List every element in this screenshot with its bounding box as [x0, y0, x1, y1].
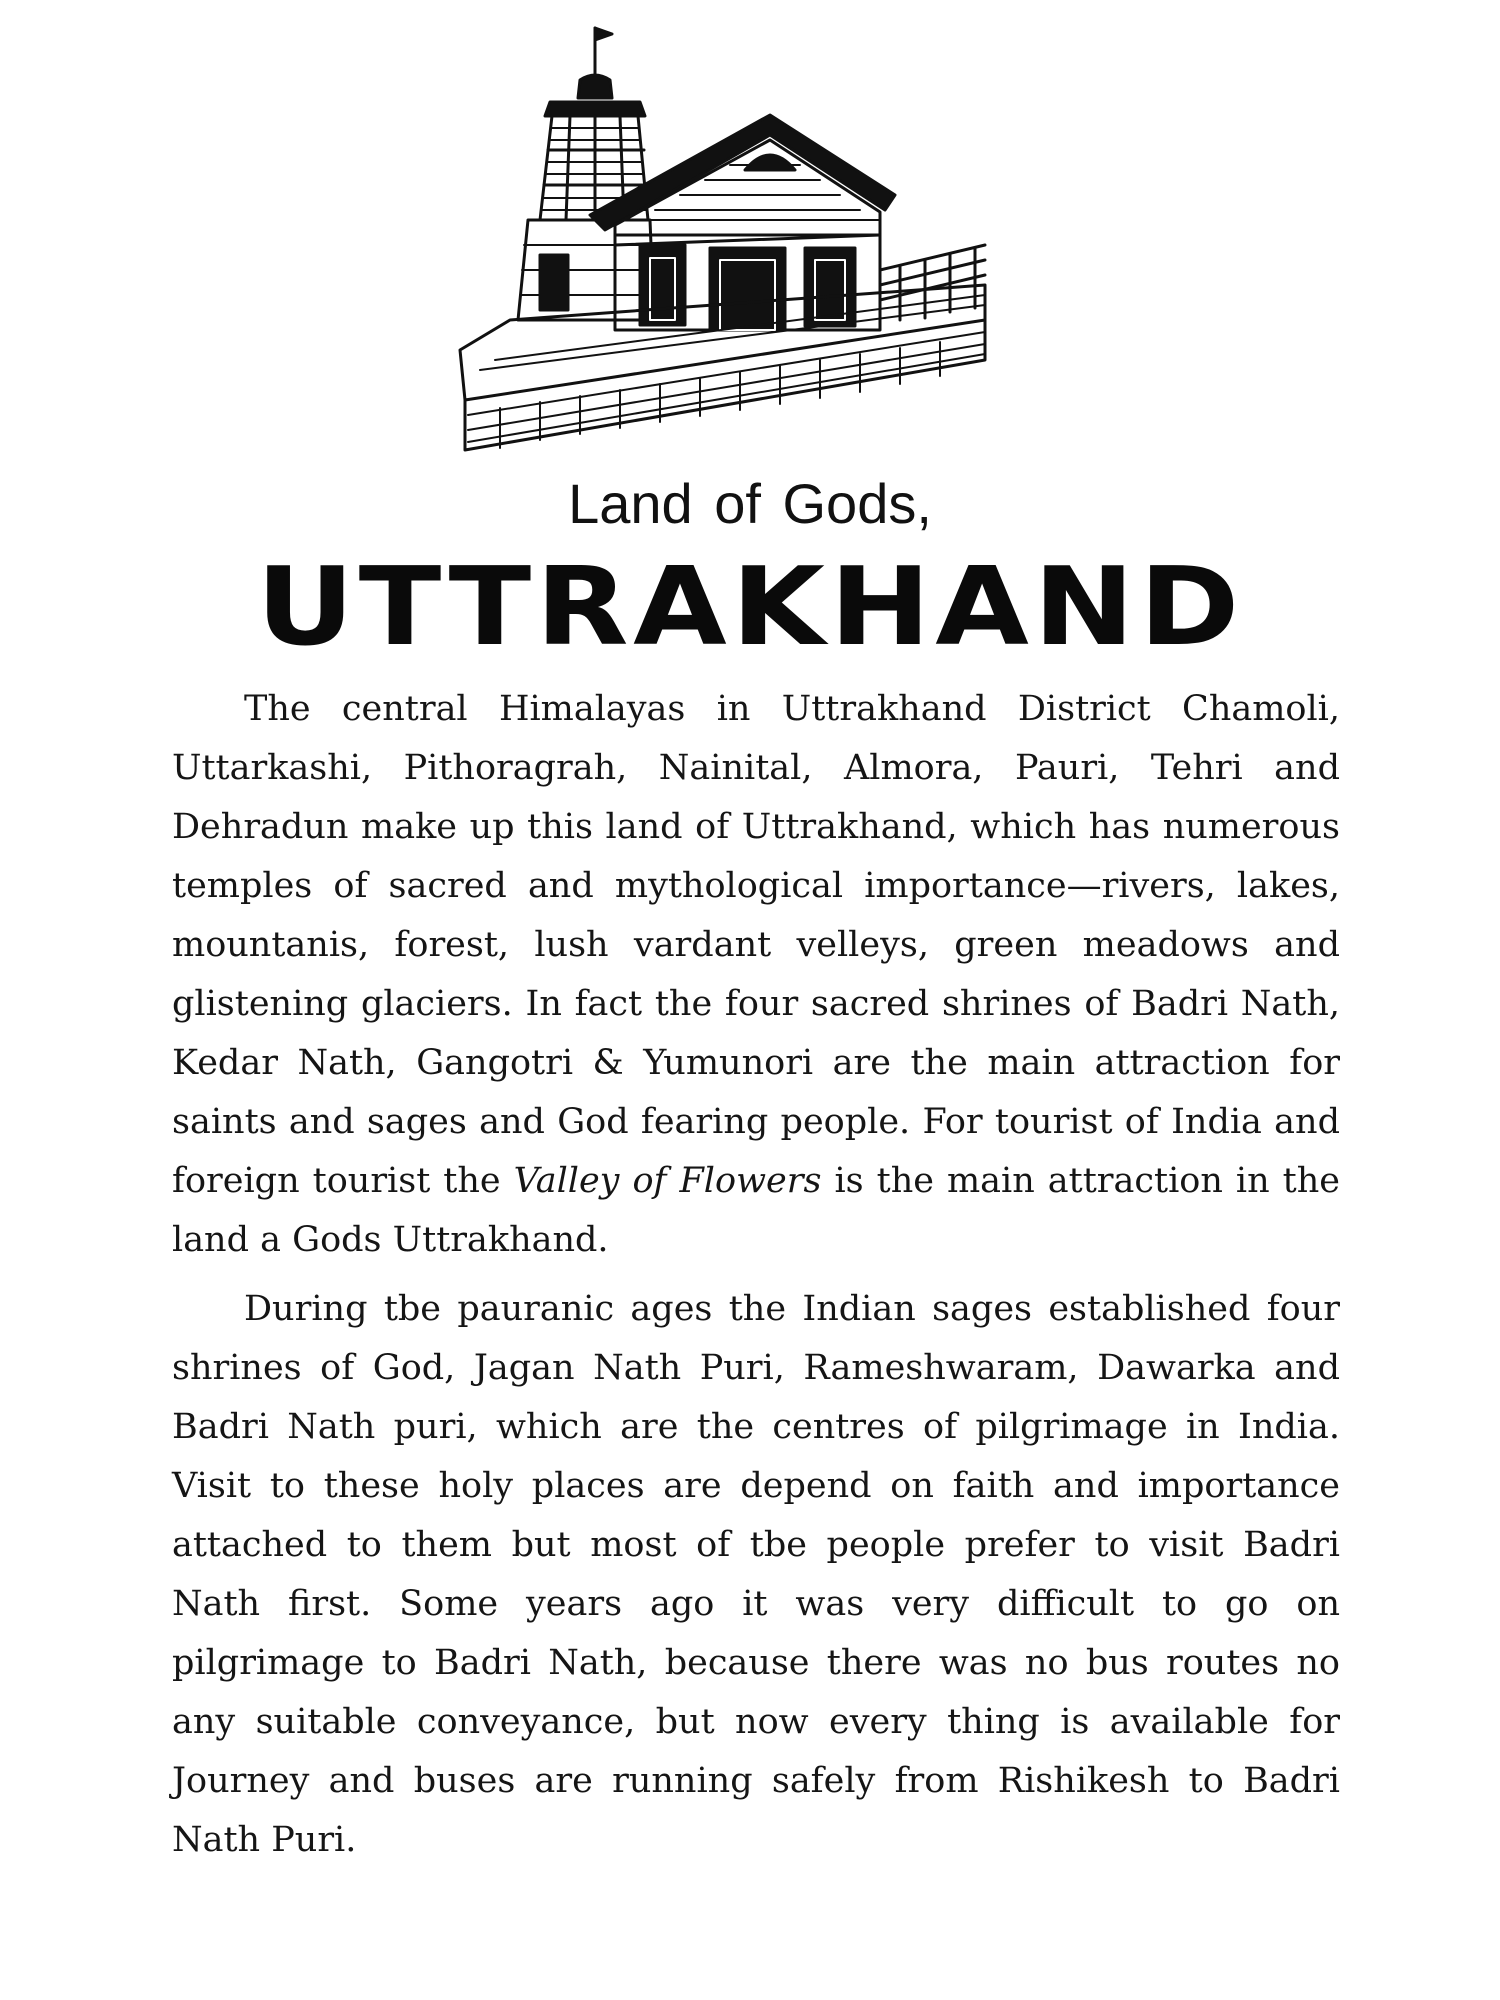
page-title: UTTRAKHAND	[256, 545, 1244, 670]
paragraph-intro-text: The central Himalayas in Uttrakhand District Chamoli, Uttarkashi, Pithoragrah, Nainital, Almora, Pauri, Tehri and Dehradun make up this land of Uttrakhand, which has numerous temples of sacred and mythological importance—rivers, lakes, mountanis, forest, lush vardant velleys, green meadows and glistening glaciers. In fact the four sacred shrines of Badri Nath, Kedar Nath, Gangotri & Yumunori are the main attraction for saints and sages and God fearing people. For tourist of India and foreign tourist the	[172, 689, 1340, 1201]
page-subtitle: Land of Gods,	[568, 472, 932, 535]
paragraph-intro-tail: is the main attraction in the land a Gods Uttrakhand.	[172, 1161, 1340, 1260]
paragraph-intro	[172, 680, 1340, 1270]
paragraph-pauranic: During tbe pauranic ages the Indian sages established four shrines of God, Jagan Nath Puri, Rameshwaram, Dawarka and Badri Nath puri, which are the centres of pilgrimage in India. Visit to these holy places are depend on faith and importance attached to them but most of tbe people prefer to visit Badri Nath first. Some years ago it was very difficult to go on pilgrimage to Badri Nath, because there was no bus routes no any suitable conveyance, but now every thing is available for Journey and buses are running safely from Rishikesh to Badri Nath Puri.	[172, 1289, 1340, 1860]
temple-illustration	[440, 20, 1030, 455]
valley-of-flowers-text: Valley of Flowers	[513, 1161, 822, 1201]
temple-icon	[440, 20, 1030, 455]
article-body	[172, 680, 1340, 1880]
